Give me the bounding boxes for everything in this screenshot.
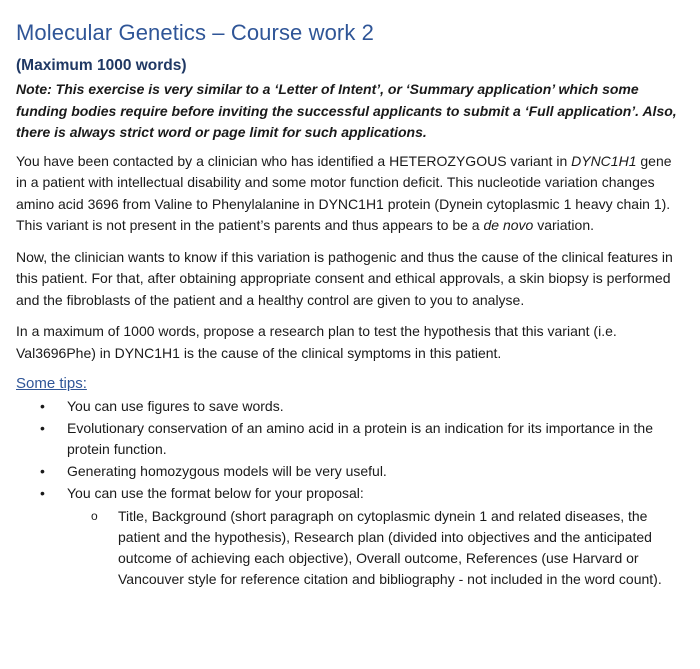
bullet-icon: • [40, 420, 45, 436]
context-paragraph [16, 151, 676, 237]
gene-name: DYNC1H1 [571, 152, 637, 169]
bullet-icon: • [40, 485, 45, 501]
list-item [16, 418, 677, 460]
tips-heading: Some tips: [16, 375, 87, 392]
tip-text: You can use figures to save words. [67, 398, 284, 414]
task-paragraph: In a maximum of 1000 words, propose a research plan to test the hypothesis that this variant (i.e. Val3696Phe) in DYNC1H1 is the cause of the clinical symptoms in this patient. [16, 323, 617, 361]
list-item [67, 506, 678, 590]
context-text-b: gene in a patient with intellectual disability and some motor function deficit. This nucleotide variation changes amino acid 3696 from Valine to Phenylalanine in DYNC1H1 protein (Dynein cytoplasmic 1 heavy chain 1). This variant is not present in the patient’s parents and thus appears to be a [16, 152, 672, 233]
tip-text: You can use the format below for your proposal: [67, 485, 364, 501]
list-item [16, 396, 677, 417]
tip-text: Evolutionary conservation of an amino acid in a protein is an indication for its importance in the protein function. [67, 420, 653, 457]
circle-bullet-icon: o [91, 509, 98, 523]
word-limit-subtitle: (Maximum 1000 words) [16, 57, 187, 74]
de-novo-term: de novo [483, 217, 534, 233]
context-text-c: variation. [533, 217, 595, 233]
list-item [16, 461, 677, 482]
note-paragraph: Note: This exercise is very similar to a ‘Letter of Intent’, or ‘Summary application’ which some funding bodies require before inviting the successful applicants to submit a ‘Full application’. Also, there is always strict word or page limit for such applications. [16, 81, 677, 140]
format-text: Title, Background (short paragraph on cytoplasmic dynein 1 and related diseases, the patient and the hypothesis), Research plan (divided into objectives and the anticipated outcome of achieving each objective), Overall outcome, References (use Harvard or Vancouver style for reference citation and bibliography - not included in the word count). [118, 508, 662, 587]
list-item [16, 483, 677, 590]
context-text-a: You have been contacted by a clinician who has identified a HETEROZYGOUS variant in [16, 152, 572, 169]
tip-text: Generating homozygous models will be very useful. [67, 463, 387, 479]
bullet-icon: • [40, 463, 45, 479]
clinician-paragraph: Now, the clinician wants to know if this variation is pathogenic and thus the cause of the clinical features in this patient. For that, after obtaining appropriate consent and ethical approvals, a skin biopsy is performed and the fibroblasts of the patient and a healthy control are given to you to analyse. [16, 248, 673, 308]
bullet-icon: • [40, 398, 45, 414]
format-sublist [67, 506, 677, 590]
document-title: Molecular Genetics – Course work 2 [16, 20, 374, 45]
tips-list [16, 396, 700, 590]
